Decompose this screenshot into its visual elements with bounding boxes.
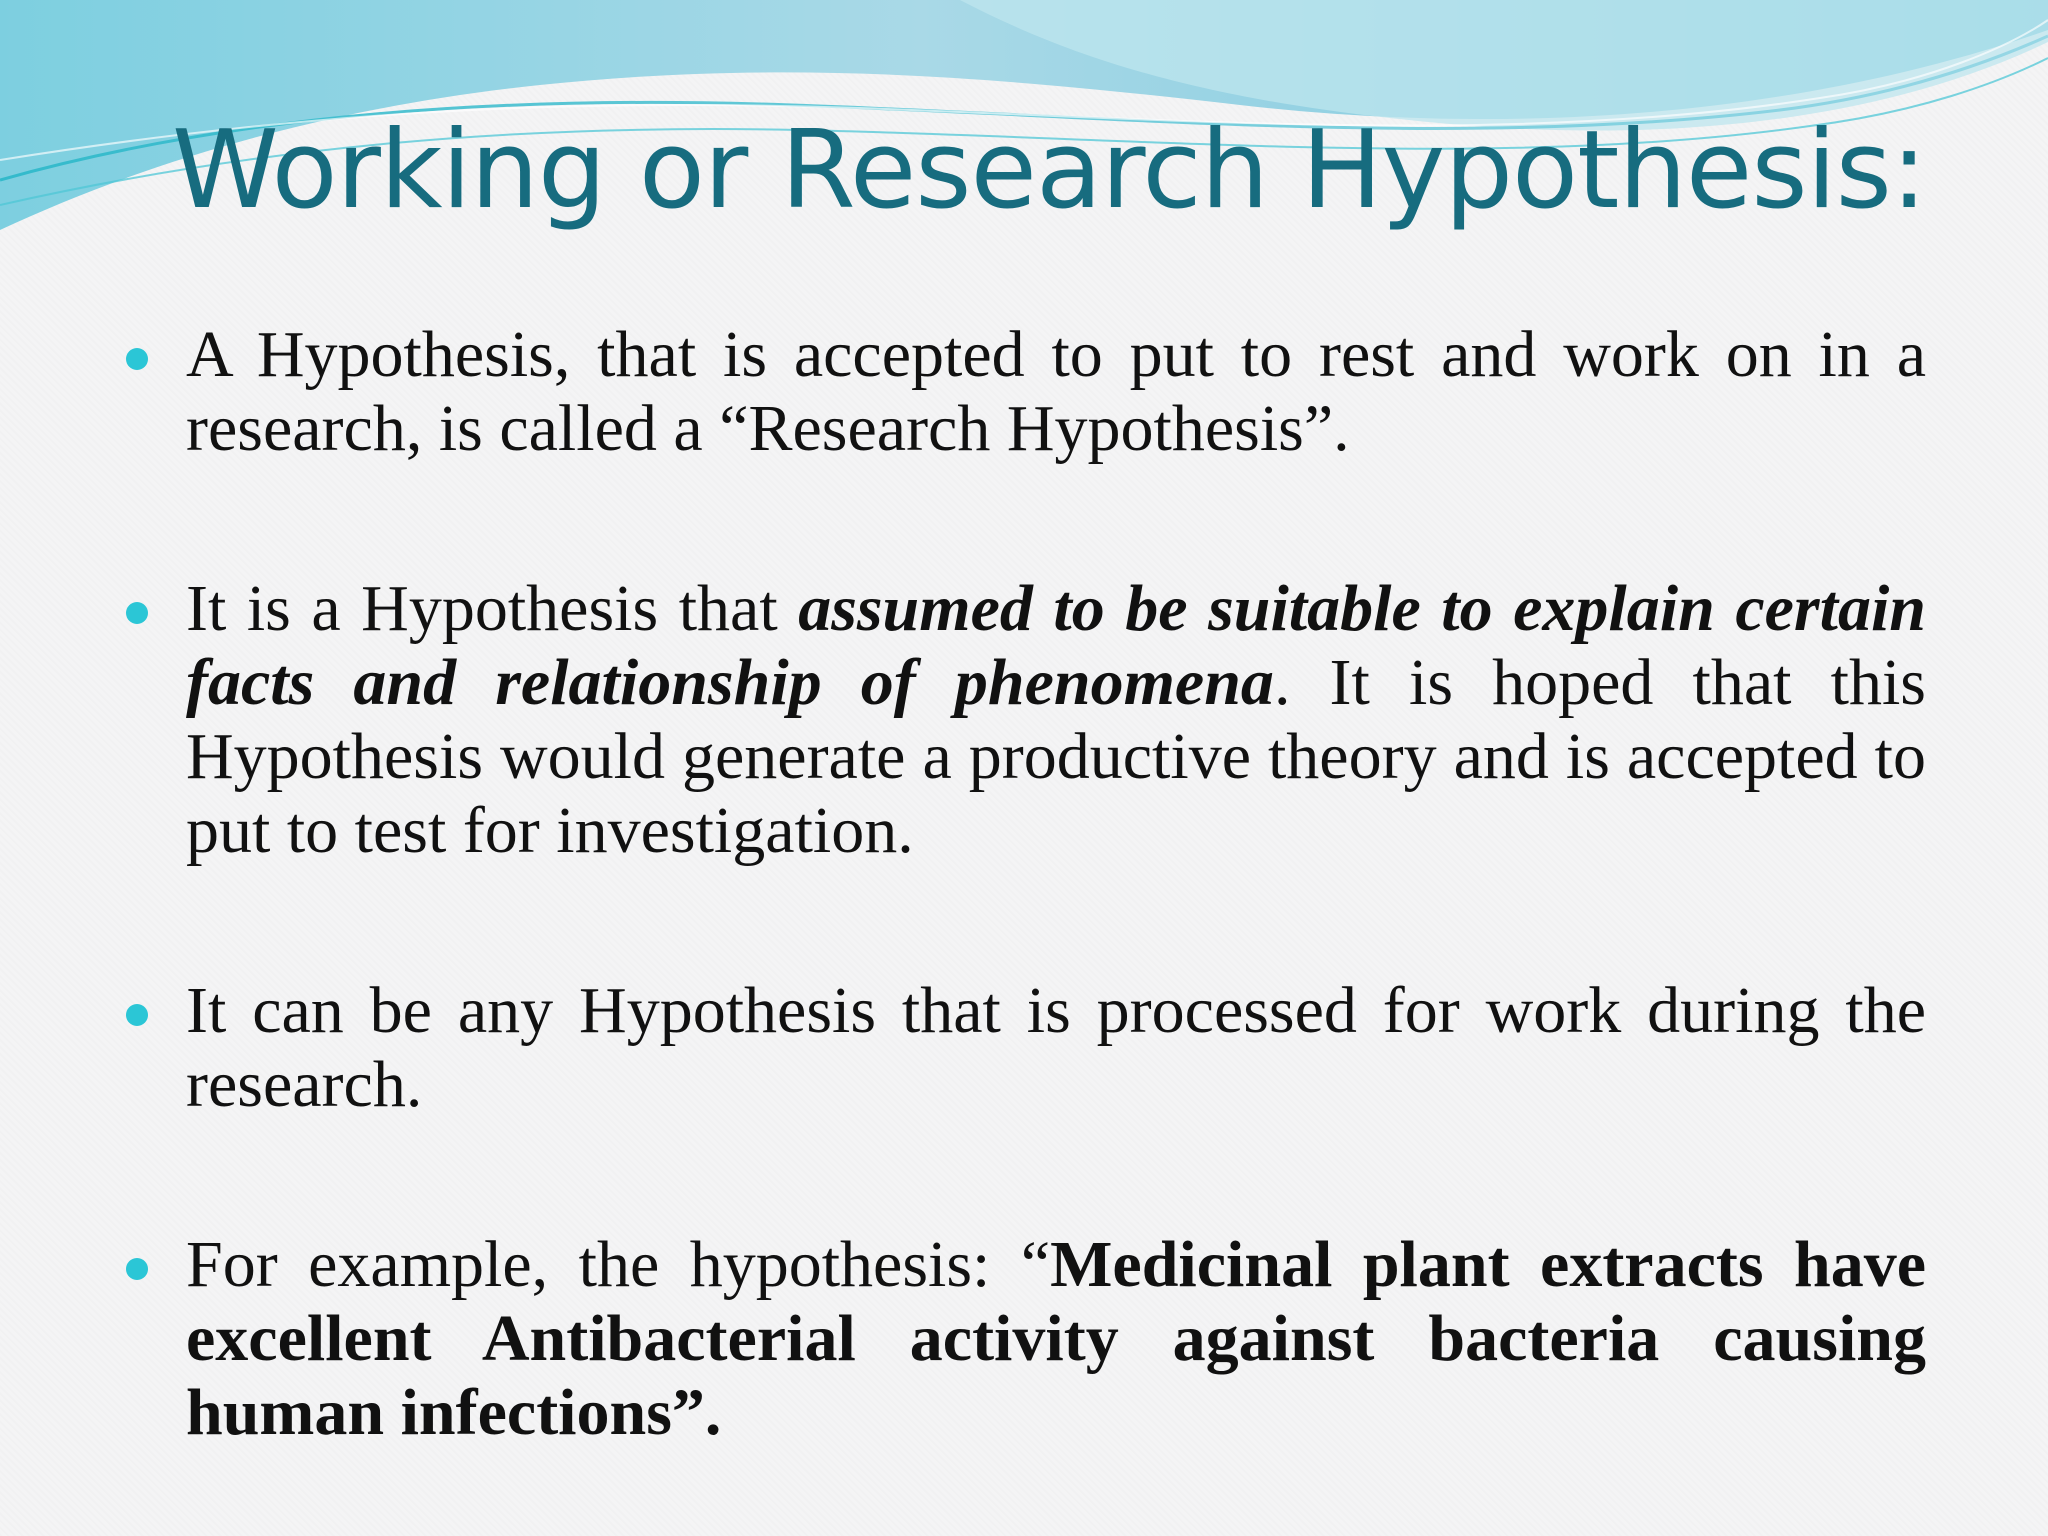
bullet-dot-icon [126,1258,148,1280]
bullet-dot-icon [126,348,148,370]
bullet-dot-icon [126,1004,148,1026]
bullet-item-2 [126,572,1926,868]
bullet-item-1 [126,318,1926,466]
bullet-text: A Hypothesis, that is accepted to put to rest and work on in a research, is called a “Research Hypothesis”. [186,318,1926,465]
bullet-text-lead: It is a Hypothesis that [186,572,799,645]
bullet-emphasis: assumed to be suitable to explain certain facts and relationship of phenomena [186,572,1926,719]
bullet-text-lead: For example, the hypothesis: “ [186,1228,1051,1301]
bullet-text: It can be any Hypothesis that is processed for work during the research. [186,974,1926,1121]
bullet-text-tail: . It is hoped that this Hypothesis would generate a productive theory and is accepted to put to test for investigation. [186,646,1926,867]
bullet-dot-icon [126,602,148,624]
bullet-list [126,318,1926,1450]
slide-title: Working or Research Hypothesis: [172,108,1927,233]
bullet-item-4 [126,1228,1926,1450]
bullet-strong-example: Medicinal plant extracts have excellent Antibacterial activity against bacteria causing human infections”. [186,1228,1926,1449]
bullet-item-3 [126,974,1926,1122]
